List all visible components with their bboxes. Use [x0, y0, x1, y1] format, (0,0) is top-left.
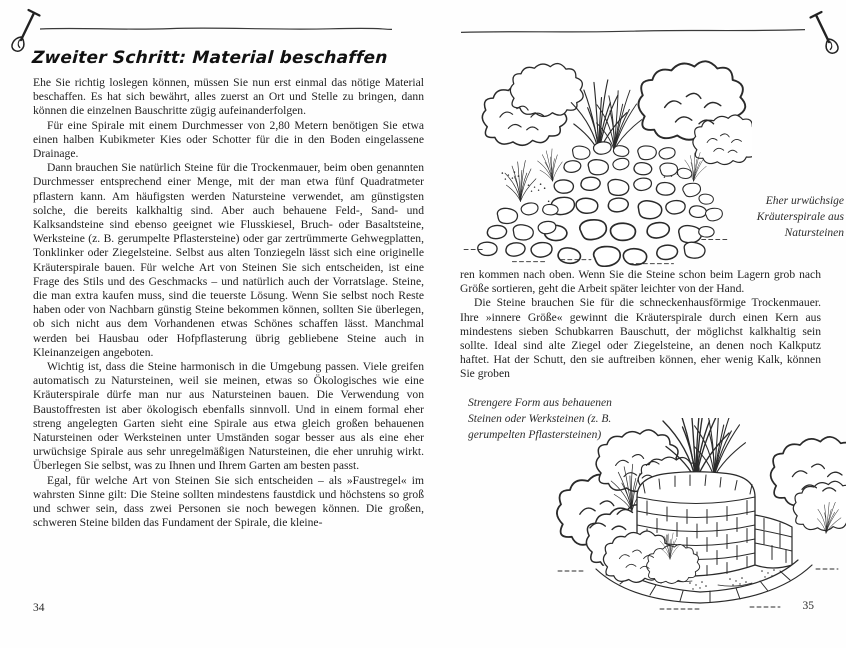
paragraph: Egal, für welche Art von Steinen Sie sich entscheiden – als »Faustregel« im wahrsten Sinne gilt: Die Steine sollten mindestens faustdick und höchstens so groß und schwer sein, dass zwei Personen sie noch bewegen können. Die großen, schweren Steine bilden das Fundament der Spirale, die kleine- [33, 473, 424, 530]
decorative-rule-left [40, 24, 392, 34]
section-heading: Zweiter Schritt: Material beschaffen [31, 48, 389, 68]
spade-icon [8, 7, 44, 53]
right-page-body [460, 268, 821, 382]
paragraph: Die Steine brauchen Sie für die schneckenhausförmige Trockenmauer. Ihre »innere Größe« gewinnt die Kräuterspirale durch einen Kern aus mindestens sieben Schubkarren Bauschutt, der möglichst kalkhaltig sein sollte. Ideal sind alte Ziegel oder Ziegelsteine, an denen noch Kalkputz haftet. Hat der Schutt, den sie auftreiben können, eher wenig Kalk, können Sie groben [460, 296, 821, 381]
hewn-stone-spiral-illustration [540, 418, 846, 616]
natural-stone-spiral-illustration [450, 52, 752, 267]
page-number-right: 35 [802, 600, 814, 612]
page-number-left: 34 [33, 602, 45, 614]
caption-hewn-stone-spiral: Strengere Form aus behauenen Steinen oder Werksteinen (z. B. gerumpelten Pflastersteinen) [468, 397, 612, 441]
left-page-body [33, 76, 424, 531]
paragraph: Wichtig ist, dass die Steine harmonisch in die Umgebung passen. Viele greifen automatisch zu Natursteinen, weil sie meinen, etwas so Ökologisches wie eine Kräuterspirale dürfe man nur aus Natursteinen bauen. Die Verwendung von Baustoffresten ist aber ökologisch ebenfalls sinnvoll. Und in einem formal eher streng angelegten Garten sieht eine Spirale aus etwa gleich großen behauenen Natursteinen oder Werksteinen unter Umständen sogar besser aus als eine eher urwüchsige Spirale aus sehr unregelmäßigen Natursteinen, die eher unruhig wirkt. Überlegen Sie selbst, was zu Ihnen und Ihrem Garten am besten passt. [33, 360, 424, 473]
paragraph: ren kommen nach oben. Wenn Sie die Steine schon beim Lagern grob nach Größe sortieren, geht die Arbeit später leichter von der Hand. [460, 268, 821, 296]
paragraph: Für eine Spirale mit einem Durchmesser von 2,80 Metern benötigen Sie etwa einen halben Kubikmeter Kies oder Schotter für die in den Boden eingelassene Drainage. [33, 118, 424, 161]
paragraph: Ehe Sie richtig loslegen können, müssen Sie nun erst einmal das nötige Material beschaffen. Es hat sich bewährt, alles zuerst an Ort und Stelle zu bringen, dann können die einzelnen Bauschritte zügig aufeinanderfolgen. [33, 76, 424, 118]
caption-natural-stone-spiral: Eher urwüchsige Kräuterspirale aus Natursteinen [756, 195, 844, 239]
spade-icon [806, 9, 842, 55]
decorative-rule-right [461, 26, 805, 36]
paragraph: Dann brauchen Sie natürlich Steine für die Trockenmauer, beim oben genannten Durchmesser entsprechend einer Menge, mit der man etwa fünf Quadratmeter pflastern kann. Am häufigsten werden Natursteine verwendet, am günstigsten solche, die bereits kalkhaltig sind. Aber auch behauene Feld-, Sand- und Kalksandsteine sind ebenso geeignet wie Flusskiesel, Bruch- oder Basaltsteine, Werksteine (z. B. gerumpelte Pflastersteine) oder gar zertrümmerte Gehwegplatten, Tonklinker oder Ziegelsteine. Selbst aus alten Tonziegeln lässt sich eine originelle Kräuterspirale bauen. Für welche Art von Steinen Sie sich entscheiden, ist eine Frage des Stils und des Geschmacks – und natürlich auch der Vorratslage. Steine, die man extra kaufen muss, sind die teuerste Lösung. Wenn Sie selbst noch Reste haben oder von Nachbarn günstig Steine bekommen können, sollten Sie überlegen, ob sich nicht aus dem Vorhandenen etwas Schönes schaffen lässt. Manchmal werden bei Hausbau oder Hofpflasterung übrig gebliebene Steine auch in Kleinanzeigen angeboten. [33, 161, 424, 359]
